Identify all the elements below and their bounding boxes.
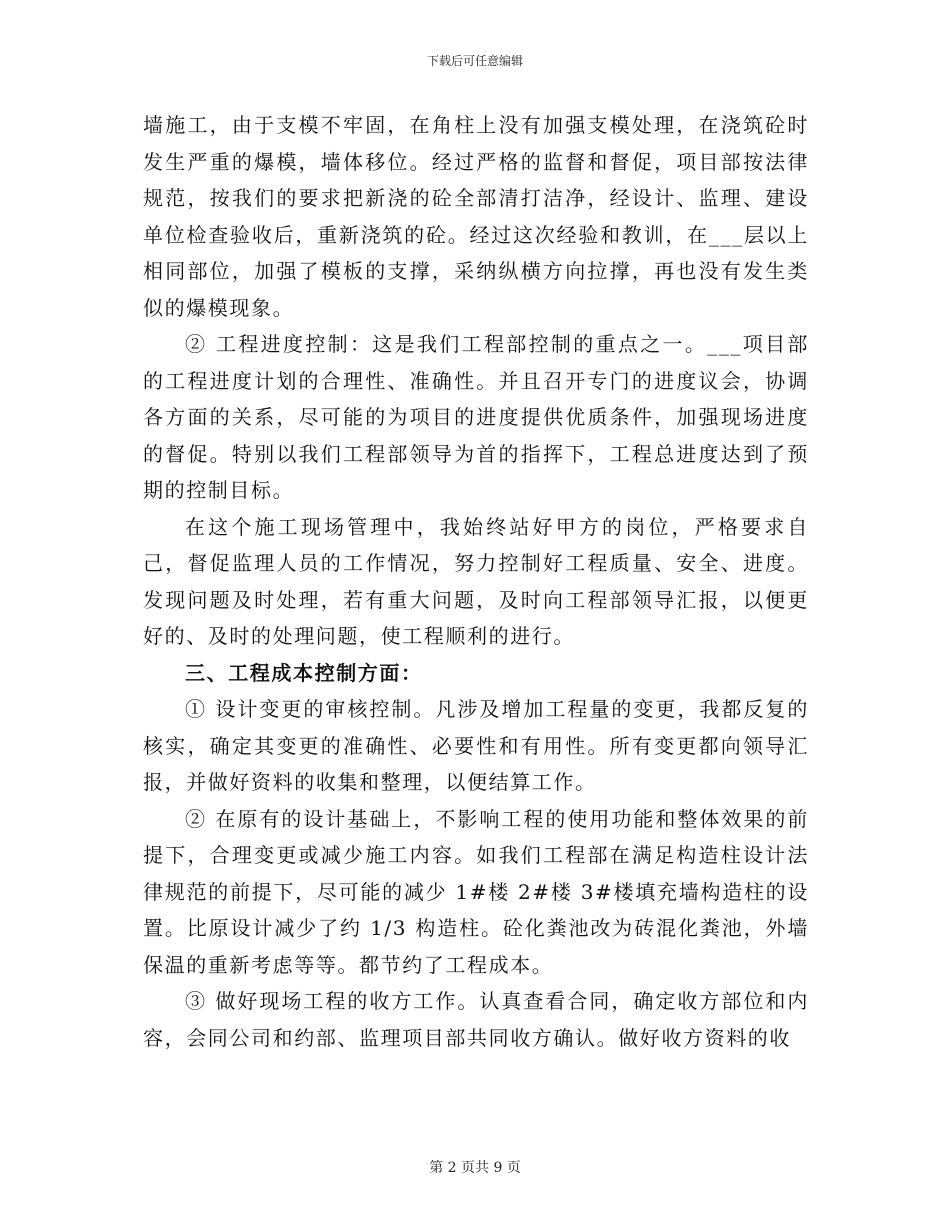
page-header: 下载后可任意编辑 (426, 54, 523, 68)
paragraph-design-optimization: ② 在原有的设计基础上，不影响工程的使用功能和整体效果的前提下，合理变更或减少施工内容。如我们工程部在满足构造柱设计法律规范的前提下，尽可能的减少 1#楼 2#楼 3#楼填充墙构造柱的设置。比原设计减少了约 1/3 构造柱。砼化粪池改为砖混化粪池，外墙保温的重新考虑等等。都节约了工程成本。 (143, 806, 809, 977)
paragraph-schedule-control: ② 工程进度控制：这是我们工程部控制的重点之一。___项目部的工程进度计划的合理性、准确性。并且召开专门的进度议会，协调各方面的关系，尽可能的为项目的进度提供优质条件，加强现场进度的督促。特别以我们工程部领导为首的指挥下，工程总进度达到了预期的控制目标。 (143, 332, 809, 502)
section-heading-cost-control: 三、工程成本控制方面： (185, 660, 423, 685)
page-footer: 第 2 页共 9 页 (429, 1160, 521, 1176)
paragraph-wall-construction: 墙施工，由于支模不牢固，在角柱上没有加强支模处理，在浇筑砼时发生严重的爆模，墙体移位。经过严格的监督和督促，项目部按法律规范，按我们的要求把新浇的砼全部清打洁净，经设计、监理、建设单位检查验收后，重新浇筑的砼。经过这次经验和教训，在___层以上相同部位，加强了模板的支撑，采纳纵横方向拉撑，再也没有发生类似的爆模现象。 (143, 113, 809, 320)
paragraph-quantity-survey: ③ 做好现场工程的收方工作。认真查看合同，确定收方部位和内容，会同公司和约部、监理项目部共同收方确认。做好收方资料的收 (143, 989, 809, 1050)
paragraph-design-change-review: ① 设计变更的审核控制。凡涉及增加工程量的变更，我都反复的核实，确定其变更的准确性、必要性和有用性。所有变更都向领导汇报，并做好资料的收集和整理，以便结算工作。 (143, 697, 809, 794)
paragraph-site-management: 在这个施工现场管理中，我始终站好甲方的岗位，严格要求自己，督促监理人员的工作情况，努力控制好工程质量、安全、进度。发现问题及时处理，若有重大问题，及时向工程部领导汇报，以便更好的、及时的处理问题，使工程顺利的进行。 (143, 514, 809, 648)
document-body (143, 107, 809, 1056)
